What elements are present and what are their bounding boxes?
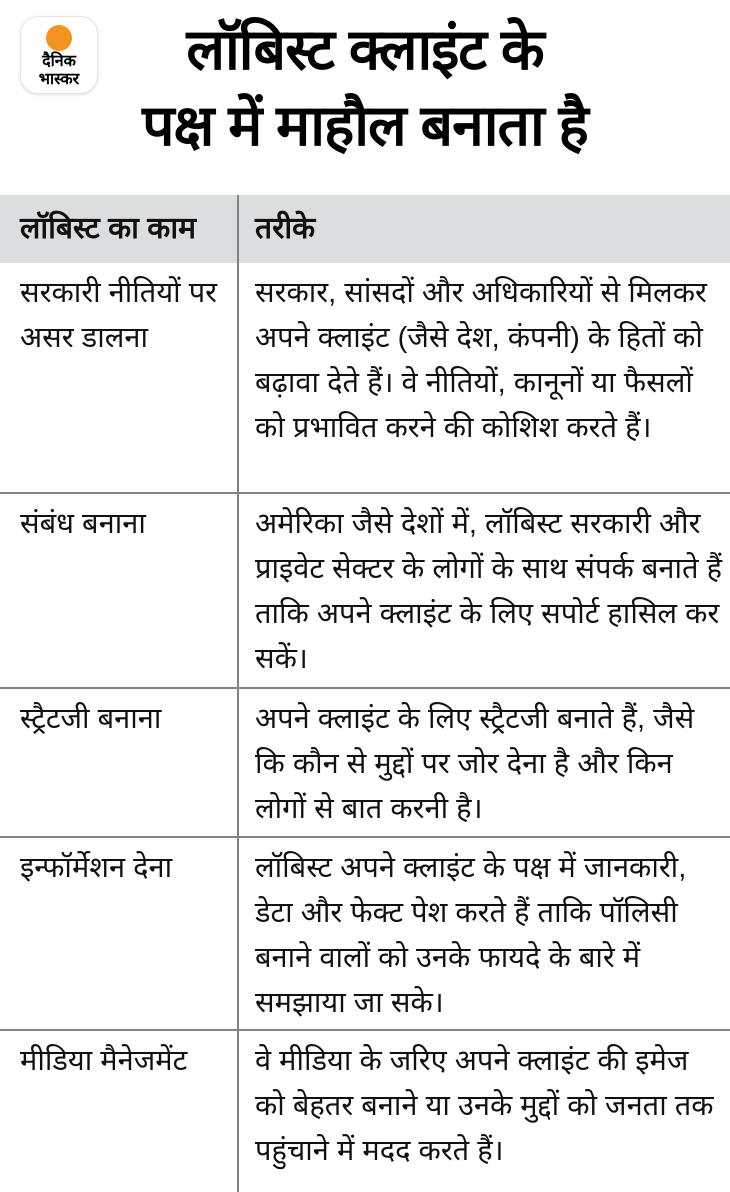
table-row (0, 263, 730, 494)
method-cell: वे मीडिया के जरिए अपने क्लाइंट की इमेज को बेहतर बनाने या उनके मुद्दों को जनता तक पहुंचाने में मदद करते हैं। (237, 1031, 730, 1192)
table-header-row (0, 195, 730, 263)
table-row (0, 689, 730, 838)
logo-text-line1: दैनिक (42, 53, 76, 70)
method-cell: सरकार, सांसदों और अधिकारियों से मिलकर अपने क्लाइंट (जैसे देश, कंपनी) के हितों को बढ़ावा देते हैं। वे नीतियों, कानूनों या फैसलों को प्रभावित करने की कोशिश करते हैं। (237, 263, 730, 492)
column-header-task: लॉबिस्ट का काम (20, 212, 197, 245)
task-cell: मीडिया मैनेजमेंट (20, 1045, 188, 1077)
logo-text-line2: भास्कर (38, 71, 80, 88)
table-row (0, 838, 730, 1031)
method-cell: लॉबिस्ट अपने क्लाइंट के पक्ष में जानकारी, डेटा और फेक्ट पेश करते हैं ताकि पॉलिसी बनाने वालों को उनके फायदे के बारे में समझाया जा सके। (237, 838, 730, 1029)
page-title-line2: पक्ष में माहौल बनाता है (142, 94, 588, 158)
method-cell: अपने क्लाइंट के लिए स्ट्रैटजी बनाते हैं, जैसे कि कौन से मुद्दों पर जोर देना है और किन लोगों से बात करनी है। (237, 689, 730, 836)
task-cell: संबंध बनाना (20, 508, 146, 540)
page-title (0, 12, 730, 164)
task-cell: स्ट्रैटजी बनाना (20, 703, 162, 735)
table-row (0, 494, 730, 689)
masthead (0, 0, 730, 195)
column-header-method: तरीके (237, 195, 730, 263)
lobbyist-table (0, 195, 730, 1192)
table-row (0, 1031, 730, 1192)
task-cell: सरकारी नीतियों पर असर डालना (20, 277, 218, 354)
method-cell: अमेरिका जैसे देशों में, लॉबिस्ट सरकारी और प्राइवेट सेक्टर के लोगों के साथ संपर्क बनाते हैं ताकि अपने क्लाइंट के लिए सपोर्ट हासिल कर सकें। (237, 494, 730, 687)
page-title-line1: लॉबिस्ट क्लाइंट के (186, 18, 544, 82)
task-cell: इन्फॉर्मेशन देना (20, 852, 173, 884)
